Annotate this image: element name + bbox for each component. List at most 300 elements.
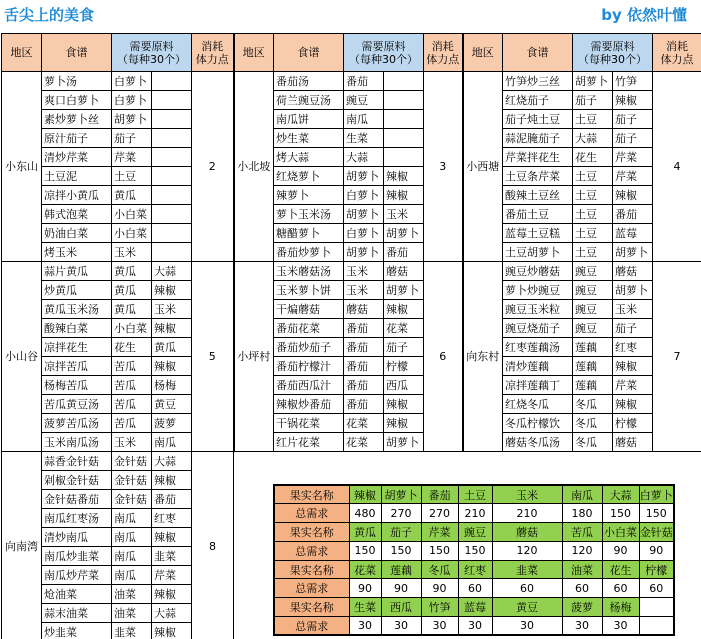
recipe-name[interactable]: 玉米萝卜饼 bbox=[274, 281, 344, 300]
recipe-name[interactable]: 黄瓜玉米汤 bbox=[42, 300, 112, 319]
ingredient-1: 玉米 bbox=[112, 433, 152, 452]
fruit-total: 90 bbox=[639, 541, 674, 560]
fruit-name: 西瓜 bbox=[381, 598, 421, 617]
ingredient-1: 南瓜 bbox=[112, 528, 152, 547]
ingredient-2: 茄子 bbox=[613, 319, 653, 338]
header-cost-line2: 体力点 bbox=[195, 52, 229, 66]
ingredient-2: 柠檬 bbox=[384, 357, 424, 376]
recipe-name[interactable]: 蒜片黄瓜 bbox=[42, 262, 112, 281]
ingredient-2: 蘑菇 bbox=[384, 262, 424, 281]
recipe-name[interactable]: 苦瓜黄豆汤 bbox=[42, 395, 112, 414]
ingredient-2: 辣椒 bbox=[152, 319, 192, 338]
recipe-name[interactable]: 蘑菇冬瓜汤 bbox=[503, 433, 573, 452]
fruit-name: 豌豆 bbox=[458, 523, 492, 542]
ingredient-1: 小白菜 bbox=[112, 205, 152, 224]
fruit-total-row bbox=[274, 504, 674, 523]
fruit-name: 芹菜 bbox=[421, 523, 458, 542]
ingredient-1: 南瓜 bbox=[112, 509, 152, 528]
recipe-name[interactable]: 素炒萝卜丝 bbox=[42, 110, 112, 129]
fruit-name: 柠檬 bbox=[639, 560, 674, 579]
fruit-total: 90 bbox=[421, 579, 458, 598]
ingredient-1: 胡萝卜 bbox=[112, 110, 152, 129]
ingredient-2 bbox=[384, 72, 424, 91]
recipe-name[interactable]: 红枣莲藕汤 bbox=[503, 338, 573, 357]
table-row bbox=[2, 433, 701, 452]
recipe-name[interactable]: 炒黄瓜 bbox=[42, 281, 112, 300]
recipe-name[interactable]: 冬瓜柠檬饮 bbox=[503, 414, 573, 433]
ingredient-1: 莲藕 bbox=[573, 338, 613, 357]
fruit-total: 60 bbox=[492, 579, 562, 598]
recipe-name[interactable]: 清炒芹菜 bbox=[42, 148, 112, 167]
header-cost bbox=[192, 34, 234, 72]
ingredient-1: 番茄 bbox=[344, 72, 384, 91]
ingredient-1: 小白菜 bbox=[112, 224, 152, 243]
recipe-name[interactable]: 蒜香金针菇 bbox=[42, 452, 112, 471]
fruit-name: 金针菇 bbox=[639, 523, 674, 542]
table-row bbox=[2, 72, 701, 91]
recipe-name[interactable]: 炝油菜 bbox=[42, 585, 112, 604]
ingredient-1: 黄瓜 bbox=[112, 281, 152, 300]
table-row bbox=[2, 186, 701, 205]
table-row bbox=[2, 319, 701, 338]
fruit-total-label: 总需求 bbox=[274, 541, 349, 560]
recipe-name[interactable]: 蒜泥腌茄子 bbox=[503, 129, 573, 148]
recipe-name[interactable]: 红烧茄子 bbox=[503, 91, 573, 110]
ingredient-2: 竹笋 bbox=[613, 72, 653, 91]
ingredient-1: 豌豆 bbox=[573, 300, 613, 319]
recipe-name[interactable]: 豌豆炒蘑菇 bbox=[503, 262, 573, 281]
ingredient-1: 茄子 bbox=[112, 129, 152, 148]
recipe-name[interactable]: 土豆胡萝卜 bbox=[503, 243, 573, 262]
table-row bbox=[2, 205, 701, 224]
table-row bbox=[2, 376, 701, 395]
recipe-name[interactable]: 干锅花菜 bbox=[274, 414, 344, 433]
ingredient-2: 辣椒 bbox=[384, 186, 424, 205]
fruit-total-label: 总需求 bbox=[274, 504, 349, 523]
header-cost bbox=[424, 34, 463, 72]
fruit-name: 花菜 bbox=[349, 560, 381, 579]
recipe-name[interactable]: 豌豆烧茄子 bbox=[503, 319, 573, 338]
recipe-name[interactable]: 韩式泡菜 bbox=[42, 205, 112, 224]
recipe-name[interactable]: 南瓜饼 bbox=[274, 110, 344, 129]
recipe-name[interactable]: 红烧冬瓜 bbox=[503, 395, 573, 414]
fruit-name: 韭菜 bbox=[492, 560, 562, 579]
recipe-name[interactable]: 烤大蒜 bbox=[274, 148, 344, 167]
header-recipe: 食谱 bbox=[503, 34, 573, 72]
table-row bbox=[2, 148, 701, 167]
recipe-name[interactable]: 蓝莓土豆糕 bbox=[503, 224, 573, 243]
ingredient-2: 南瓜 bbox=[152, 433, 192, 452]
ingredient-1: 莲藕 bbox=[573, 357, 613, 376]
ingredient-2: 茄子 bbox=[613, 110, 653, 129]
recipe-name[interactable]: 萝卜炒豌豆 bbox=[503, 281, 573, 300]
ingredient-2: 红枣 bbox=[613, 338, 653, 357]
ingredient-1: 土豆 bbox=[573, 167, 613, 186]
fruit-total: 270 bbox=[421, 504, 458, 523]
header-ingredients-line2: （每种30个） bbox=[578, 52, 647, 66]
fruit-name-label: 果实名称 bbox=[274, 523, 349, 542]
recipe-name[interactable]: 芹菜拌花生 bbox=[503, 148, 573, 167]
recipe-name[interactable]: 蒜末油菜 bbox=[42, 604, 112, 623]
ingredient-2 bbox=[152, 72, 192, 91]
recipe-name[interactable]: 土豆泥 bbox=[42, 167, 112, 186]
table-row bbox=[2, 395, 701, 414]
sheet-title: 舌尖上的美食 bbox=[4, 6, 95, 24]
table-row bbox=[2, 91, 701, 110]
ingredient-1: 番茄 bbox=[344, 376, 384, 395]
ingredient-1: 冬瓜 bbox=[573, 395, 613, 414]
fruit-name bbox=[639, 598, 674, 617]
ingredient-1: 豌豆 bbox=[573, 319, 613, 338]
fruit-name: 土豆 bbox=[458, 485, 492, 504]
ingredient-2: 大蒜 bbox=[152, 452, 192, 471]
fruit-total: 150 bbox=[349, 541, 381, 560]
ingredient-1: 番茄 bbox=[344, 319, 384, 338]
fruit-name: 辣椒 bbox=[349, 485, 381, 504]
fruit-total: 270 bbox=[381, 504, 421, 523]
fruit-name-label: 果实名称 bbox=[274, 598, 349, 617]
fruit-name: 生菜 bbox=[349, 598, 381, 617]
ingredient-1: 冬瓜 bbox=[573, 414, 613, 433]
recipe-name[interactable]: 辣椒炒番茄 bbox=[274, 395, 344, 414]
fruit-name: 番茄 bbox=[421, 485, 458, 504]
fruit-name: 莲藕 bbox=[381, 560, 421, 579]
ingredient-2: 辣椒 bbox=[152, 357, 192, 376]
table-row bbox=[2, 110, 701, 129]
ingredient-2: 辣椒 bbox=[613, 395, 653, 414]
ingredient-2: 辣椒 bbox=[384, 414, 424, 433]
recipe-name[interactable]: 清炒南瓜 bbox=[42, 528, 112, 547]
fruit-total: 480 bbox=[349, 504, 381, 523]
ingredient-1: 土豆 bbox=[573, 205, 613, 224]
recipe-name[interactable]: 金针菇番茄 bbox=[42, 490, 112, 509]
fruit-total: 30 bbox=[421, 617, 458, 636]
table-row bbox=[2, 281, 701, 300]
region-name: 向南湾 bbox=[2, 452, 42, 639]
header-row bbox=[2, 34, 701, 72]
recipe-name[interactable]: 玉米蘑菇汤 bbox=[274, 262, 344, 281]
ingredient-1: 土豆 bbox=[573, 110, 613, 129]
ingredient-1: 胡萝卜 bbox=[344, 167, 384, 186]
ingredient-2: 玉米 bbox=[152, 300, 192, 319]
fruit-total: 30 bbox=[458, 617, 492, 636]
recipe-name[interactable]: 炒生菜 bbox=[274, 129, 344, 148]
ingredient-2 bbox=[384, 91, 424, 110]
ingredient-2: 番茄 bbox=[613, 205, 653, 224]
recipe-name[interactable]: 荷兰豌豆汤 bbox=[274, 91, 344, 110]
recipe-name[interactable]: 玉米南瓜汤 bbox=[42, 433, 112, 452]
recipe-name[interactable]: 辣萝卜 bbox=[274, 186, 344, 205]
fruit-total-label: 总需求 bbox=[274, 617, 349, 636]
ingredient-1: 生菜 bbox=[344, 129, 384, 148]
recipe-name[interactable]: 茄子炖土豆 bbox=[503, 110, 573, 129]
recipe-name[interactable]: 菠萝苦瓜汤 bbox=[42, 414, 112, 433]
header-region: 地区 bbox=[463, 34, 503, 72]
recipe-name[interactable]: 土豆条芹菜 bbox=[503, 167, 573, 186]
fruit-name: 杨梅 bbox=[602, 598, 639, 617]
fruit-name: 蘑菇 bbox=[492, 523, 562, 542]
fruit-total: 180 bbox=[562, 504, 602, 523]
header-cost-line1: 消耗 bbox=[666, 39, 688, 53]
ingredient-2: 辣椒 bbox=[152, 585, 192, 604]
ingredient-1: 韭菜 bbox=[112, 623, 152, 639]
ingredient-1: 土豆 bbox=[573, 186, 613, 205]
recipe-name[interactable]: 炒韭菜 bbox=[42, 623, 112, 639]
recipe-name[interactable]: 清炒莲藕 bbox=[503, 357, 573, 376]
recipe-name[interactable]: 南瓜炒韭菜 bbox=[42, 547, 112, 566]
ingredient-1: 茄子 bbox=[573, 91, 613, 110]
fruit-total: 30 bbox=[349, 617, 381, 636]
fruit-name-label: 果实名称 bbox=[274, 485, 349, 504]
header-ingredients bbox=[112, 34, 192, 72]
fruit-total: 150 bbox=[602, 504, 639, 523]
recipe-name[interactable]: 酸辣土豆丝 bbox=[503, 186, 573, 205]
recipe-name[interactable]: 南瓜红枣汤 bbox=[42, 509, 112, 528]
ingredient-1: 番茄 bbox=[344, 395, 384, 414]
header-cost-line2: 体力点 bbox=[426, 52, 460, 66]
ingredient-1: 大蒜 bbox=[573, 129, 613, 148]
ingredient-2: 花菜 bbox=[384, 319, 424, 338]
header-recipe: 食谱 bbox=[42, 34, 112, 72]
ingredient-2 bbox=[152, 91, 192, 110]
header-cost bbox=[653, 34, 701, 72]
ingredient-2: 杨梅 bbox=[152, 376, 192, 395]
fruit-name: 白萝卜 bbox=[639, 485, 674, 504]
table-row bbox=[2, 414, 701, 433]
ingredient-2: 辣椒 bbox=[384, 395, 424, 414]
ingredient-2: 辣椒 bbox=[152, 623, 192, 639]
ingredient-2: 茄子 bbox=[613, 129, 653, 148]
recipe-name[interactable]: 奶油白菜 bbox=[42, 224, 112, 243]
header-ingredients-line1: 需要原料 bbox=[590, 39, 635, 53]
header-ingredients-line2: （每种30个） bbox=[117, 52, 186, 66]
recipe-name[interactable]: 番茄炒茄子 bbox=[274, 338, 344, 357]
ingredient-1: 苦瓜 bbox=[112, 376, 152, 395]
table-row bbox=[2, 129, 701, 148]
ingredient-1: 豌豆 bbox=[573, 281, 613, 300]
ingredient-2: 西瓜 bbox=[384, 376, 424, 395]
header-ingredients-line2: （每种30个） bbox=[349, 52, 418, 66]
recipe-name[interactable]: 红烧萝卜 bbox=[274, 167, 344, 186]
ingredient-2: 芹菜 bbox=[613, 376, 653, 395]
ingredient-1: 花生 bbox=[573, 148, 613, 167]
fruit-total: 60 bbox=[458, 579, 492, 598]
ingredient-1: 胡萝卜 bbox=[344, 205, 384, 224]
ingredient-1: 花菜 bbox=[344, 433, 384, 452]
fruit-total: 90 bbox=[381, 579, 421, 598]
fruit-name: 黄豆 bbox=[492, 598, 562, 617]
region-name: 小坪村 bbox=[234, 262, 274, 452]
header-ingredients-line1: 需要原料 bbox=[129, 39, 174, 53]
ingredient-1: 番茄 bbox=[344, 338, 384, 357]
fruit-total: 210 bbox=[458, 504, 492, 523]
ingredient-1: 黄瓜 bbox=[112, 262, 152, 281]
ingredient-2: 辣椒 bbox=[613, 91, 653, 110]
fruit-name: 大蒜 bbox=[602, 485, 639, 504]
fruit-name: 玉米 bbox=[492, 485, 562, 504]
ingredient-1: 白萝卜 bbox=[112, 91, 152, 110]
ingredient-2: 玉米 bbox=[384, 205, 424, 224]
ingredient-1: 豌豆 bbox=[573, 262, 613, 281]
header-ingredients bbox=[573, 34, 653, 72]
fruit-name: 竹笋 bbox=[421, 598, 458, 617]
fruit-name: 黄瓜 bbox=[349, 523, 381, 542]
fruit-total: 120 bbox=[492, 541, 562, 560]
recipe-name[interactable]: 番茄西瓜汁 bbox=[274, 376, 344, 395]
ingredient-2 bbox=[384, 129, 424, 148]
table-row bbox=[2, 262, 701, 281]
region-name: 小山谷 bbox=[2, 262, 42, 452]
ingredient-1: 白萝卜 bbox=[344, 224, 384, 243]
ingredient-2 bbox=[152, 148, 192, 167]
fruit-total: 60 bbox=[602, 579, 639, 598]
fruit-name: 花生 bbox=[602, 560, 639, 579]
ingredient-1: 玉米 bbox=[344, 281, 384, 300]
ingredient-1: 南瓜 bbox=[112, 566, 152, 585]
table-row bbox=[2, 300, 701, 319]
recipe-name[interactable]: 剁椒金针菇 bbox=[42, 471, 112, 490]
ingredient-1: 土豆 bbox=[573, 243, 613, 262]
fruit-name: 茄子 bbox=[381, 523, 421, 542]
region-name: 小东山 bbox=[2, 72, 42, 262]
recipe-name[interactable]: 杨梅苦瓜 bbox=[42, 376, 112, 395]
region-cost: 7 bbox=[653, 262, 701, 452]
ingredient-2: 韭菜 bbox=[152, 547, 192, 566]
table-row bbox=[2, 338, 701, 357]
ingredient-2: 辣椒 bbox=[152, 471, 192, 490]
recipe-name[interactable]: 竹笋炒三丝 bbox=[503, 72, 573, 91]
fruit-name: 油菜 bbox=[562, 560, 602, 579]
ingredient-1: 豌豆 bbox=[344, 91, 384, 110]
recipe-name[interactable]: 凉拌花生 bbox=[42, 338, 112, 357]
ingredient-1: 花菜 bbox=[344, 414, 384, 433]
ingredient-2: 胡萝卜 bbox=[613, 281, 653, 300]
recipe-name[interactable]: 红片花菜 bbox=[274, 433, 344, 452]
fruit-total bbox=[639, 617, 674, 636]
ingredient-2: 胡萝卜 bbox=[384, 281, 424, 300]
ingredient-2 bbox=[384, 110, 424, 129]
table-row bbox=[2, 357, 701, 376]
recipe-name[interactable]: 萝卜汤 bbox=[42, 72, 112, 91]
ingredient-1: 蘑菇 bbox=[344, 300, 384, 319]
region-name: 小北坡 bbox=[234, 72, 274, 262]
ingredient-2 bbox=[152, 129, 192, 148]
recipe-name[interactable]: 酸辣白菜 bbox=[42, 319, 112, 338]
ingredient-1: 胡萝卜 bbox=[344, 243, 384, 262]
author-byline: by 依然叶懂 bbox=[601, 6, 687, 24]
fruit-total: 150 bbox=[421, 541, 458, 560]
ingredient-1: 花生 bbox=[112, 338, 152, 357]
ingredient-2: 黄豆 bbox=[152, 395, 192, 414]
ingredient-1: 苦瓜 bbox=[112, 357, 152, 376]
recipe-name[interactable]: 番茄花菜 bbox=[274, 319, 344, 338]
fruit-total: 30 bbox=[381, 617, 421, 636]
recipe-name[interactable]: 烤玉米 bbox=[42, 243, 112, 262]
recipe-name[interactable]: 糖醋萝卜 bbox=[274, 224, 344, 243]
ingredient-2: 红枣 bbox=[152, 509, 192, 528]
recipe-name[interactable]: 原汁茄子 bbox=[42, 129, 112, 148]
table-row bbox=[2, 224, 701, 243]
fruit-name: 红枣 bbox=[458, 560, 492, 579]
fruit-total: 150 bbox=[458, 541, 492, 560]
recipe-name[interactable]: 爽口白萝卜 bbox=[42, 91, 112, 110]
ingredient-2: 芹菜 bbox=[613, 148, 653, 167]
ingredient-2: 玉米 bbox=[613, 300, 653, 319]
fruit-total: 210 bbox=[492, 504, 562, 523]
ingredient-1: 土豆 bbox=[112, 167, 152, 186]
recipe-name[interactable]: 干煸蘑菇 bbox=[274, 300, 344, 319]
ingredient-2: 辣椒 bbox=[613, 357, 653, 376]
table-row bbox=[2, 243, 701, 262]
ingredient-1: 苦瓜 bbox=[112, 395, 152, 414]
ingredient-1: 黄瓜 bbox=[112, 300, 152, 319]
ingredient-1: 番茄 bbox=[344, 357, 384, 376]
ingredient-1: 土豆 bbox=[573, 224, 613, 243]
fruit-total: 90 bbox=[349, 579, 381, 598]
ingredient-1: 冬瓜 bbox=[573, 433, 613, 452]
recipe-name[interactable]: 凉拌莲藕丁 bbox=[503, 376, 573, 395]
ingredient-1: 白萝卜 bbox=[344, 186, 384, 205]
fruit-name: 小白菜 bbox=[602, 523, 639, 542]
ingredient-1: 玉米 bbox=[344, 262, 384, 281]
ingredient-1: 莲藕 bbox=[573, 376, 613, 395]
ingredient-2: 柠檬 bbox=[613, 414, 653, 433]
ingredient-1: 苦瓜 bbox=[112, 414, 152, 433]
recipe-name[interactable]: 凉拌苦瓜 bbox=[42, 357, 112, 376]
header-cost-line2: 体力点 bbox=[660, 52, 694, 66]
fruit-name: 苦瓜 bbox=[562, 523, 602, 542]
fruit-total-row bbox=[274, 617, 674, 636]
region-cost: 8 bbox=[192, 452, 234, 639]
fruit-total: 30 bbox=[492, 617, 562, 636]
ingredient-2: 番茄 bbox=[384, 243, 424, 262]
ingredient-2 bbox=[384, 148, 424, 167]
recipe-name[interactable]: 萝卜玉米汤 bbox=[274, 205, 344, 224]
region-cost: 3 bbox=[424, 72, 463, 262]
table-row bbox=[2, 167, 701, 186]
ingredient-2: 大蒜 bbox=[152, 262, 192, 281]
recipe-name[interactable]: 豌豆玉米粒 bbox=[503, 300, 573, 319]
ingredient-2: 大蒜 bbox=[152, 604, 192, 623]
recipe-name[interactable]: 番茄炒萝卜 bbox=[274, 243, 344, 262]
ingredient-1: 金针菇 bbox=[112, 452, 152, 471]
ingredient-2: 茄子 bbox=[384, 338, 424, 357]
ingredient-2: 辣椒 bbox=[613, 186, 653, 205]
fruit-total-row bbox=[274, 579, 674, 598]
fruit-total: 150 bbox=[639, 504, 674, 523]
ingredient-1: 白萝卜 bbox=[112, 72, 152, 91]
recipe-name[interactable]: 番茄土豆 bbox=[503, 205, 573, 224]
header-ingredients bbox=[344, 34, 424, 72]
recipe-name[interactable]: 番茄柠檬汁 bbox=[274, 357, 344, 376]
ingredient-2 bbox=[152, 167, 192, 186]
recipe-name[interactable]: 番茄汤 bbox=[274, 72, 344, 91]
fruit-name-row bbox=[274, 560, 674, 579]
fruit-total: 30 bbox=[602, 617, 639, 636]
ingredient-2: 菠萝 bbox=[152, 414, 192, 433]
recipe-name[interactable]: 南瓜炒芹菜 bbox=[42, 566, 112, 585]
ingredient-1: 芹菜 bbox=[112, 148, 152, 167]
ingredient-2: 芹菜 bbox=[152, 566, 192, 585]
ingredient-1: 油菜 bbox=[112, 604, 152, 623]
recipe-name[interactable]: 凉拌小黄瓜 bbox=[42, 186, 112, 205]
ingredient-2: 蓝莓 bbox=[613, 224, 653, 243]
fruit-total: 150 bbox=[381, 541, 421, 560]
fruit-total: 120 bbox=[562, 541, 602, 560]
fruit-total: 90 bbox=[602, 541, 639, 560]
header-region: 地区 bbox=[234, 34, 274, 72]
region-cost: 2 bbox=[192, 72, 234, 262]
